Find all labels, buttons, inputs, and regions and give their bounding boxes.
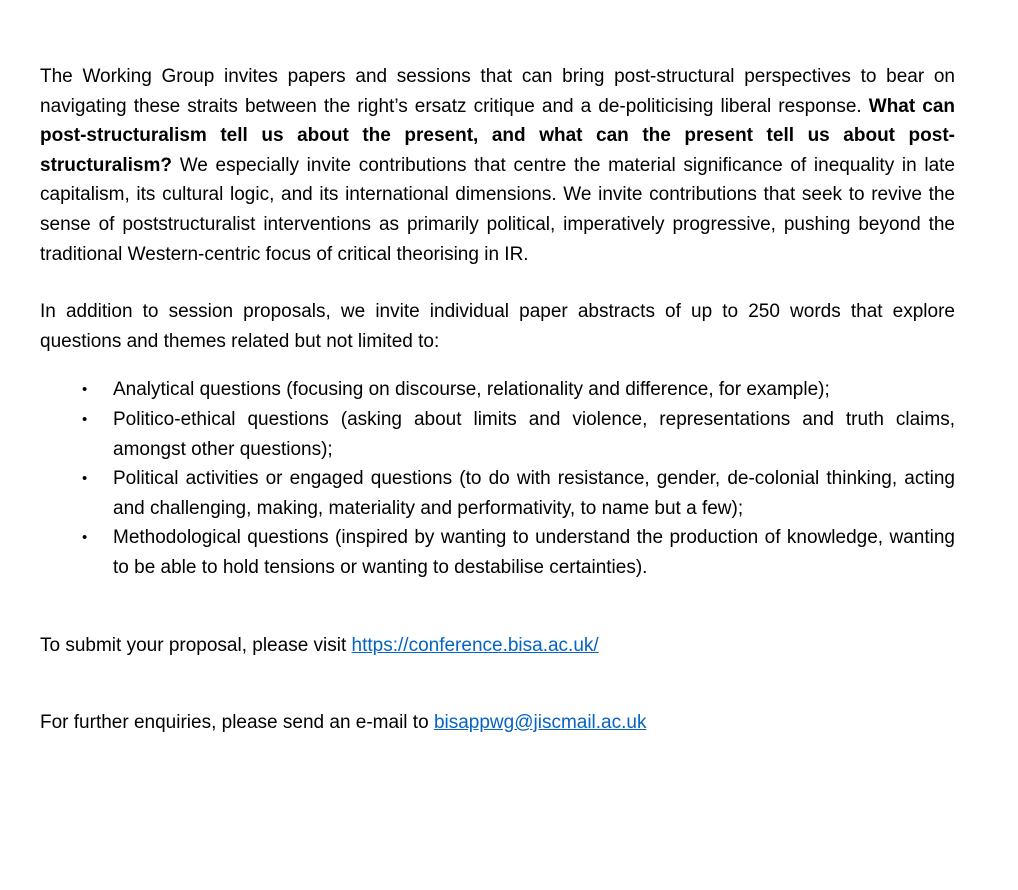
list-item-text: Methodological questions (inspired by wanting to understand the production of knowledge, wanting to be able to hold tensions or wanting to destabilise certainties). bbox=[113, 527, 955, 578]
list-item bbox=[40, 375, 955, 405]
intro-bold-question: What can post-structuralism tell us about the present, and what can the present tell us about post-structuralism? bbox=[40, 95, 956, 176]
intro-text-part2: We especially invite contributions that centre the material significance of inequality in late capitalism, its cultural logic, and its international dimensions. We invite contributions that seek to revive the sense of poststructuralist interventions as primarily political, imperatively progressive, pushing beyond the traditional Western-centric focus of critical theorising in IR. bbox=[40, 154, 956, 265]
enquiry-text: For further enquiries, please send an e-mail to bbox=[40, 712, 429, 734]
list-item-text: Analytical questions (focusing on discourse, relationality and difference, for example); bbox=[113, 379, 830, 401]
list-item bbox=[40, 523, 955, 582]
submit-paragraph bbox=[40, 631, 955, 661]
list-item-text: Political activities or engaged questions (to do with resistance, gender, de-colonial thinking, acting and challenging, making, materiality and performativity, to name but a few); bbox=[113, 468, 955, 519]
bullet-icon: • bbox=[82, 410, 88, 428]
bullet-icon: • bbox=[82, 470, 88, 488]
bullet-icon: • bbox=[82, 529, 88, 547]
document-body bbox=[40, 62, 955, 738]
intro-text-part1: The Working Group invites papers and sessions that can bring post-structural perspectives to bear on navigating these straits between the right’s ersatz critique and a de-politicising liberal response. bbox=[40, 66, 955, 117]
conference-link[interactable]: https://conference.bisa.ac.uk/ bbox=[351, 634, 599, 656]
intro-paragraph bbox=[40, 62, 955, 269]
themes-bullet-list bbox=[40, 375, 955, 582]
email-link[interactable]: bisappwg@jiscmail.ac.uk bbox=[433, 712, 647, 734]
second-paragraph: In addition to session proposals, we invite individual paper abstracts of up to 250 words that explore questions and themes related but not limited to: bbox=[40, 301, 955, 352]
submit-text: To submit your proposal, please visit bbox=[40, 634, 347, 656]
bullet-icon: • bbox=[82, 381, 88, 399]
list-item bbox=[40, 464, 955, 523]
enquiry-paragraph bbox=[40, 708, 955, 738]
list-item bbox=[40, 405, 955, 464]
list-item-text: Politico-ethical questions (asking about limits and violence, representations and truth claims, amongst other questions); bbox=[113, 408, 955, 460]
